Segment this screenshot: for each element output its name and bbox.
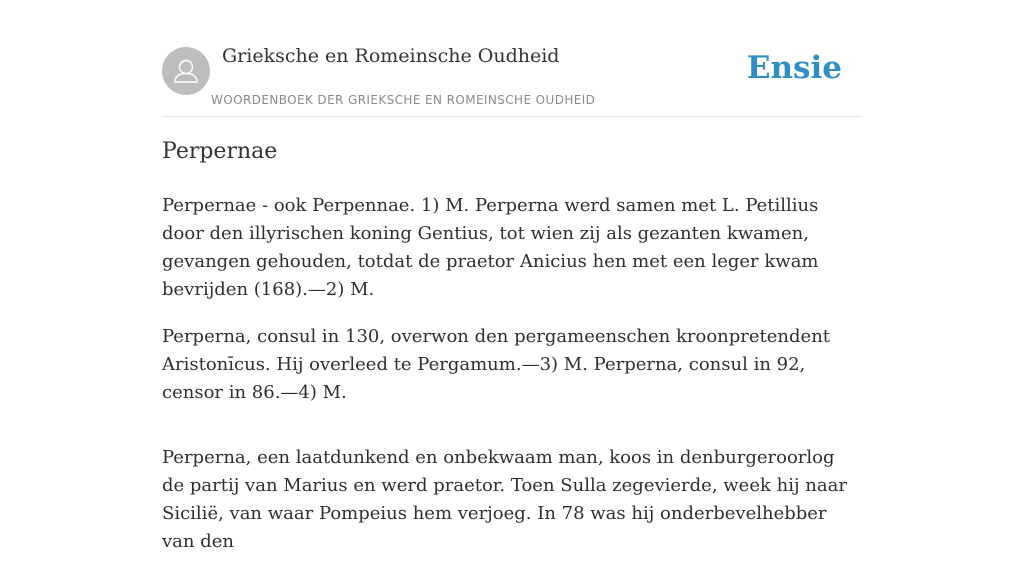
entry-body (162, 192, 862, 575)
ensie-logo[interactable]: Ensie (746, 50, 842, 86)
entry-paragraph: Perperna, consul in 130, overwon den pergameenschen kroonpretendent Aristonīcus. Hij overleed te Pergamum.—3) M. Perperna, consul in 92, censor in 86.—4) M. (162, 326, 831, 403)
page-container (162, 0, 862, 552)
source-avatar[interactable] (162, 47, 210, 95)
source-title-link[interactable]: Grieksche en Romeinsche Oudheid (222, 45, 560, 67)
entry-paragraph: Perpernae - ook Perpennae. 1) M. Perperna werd samen met L. Petillius door den illyrischen koning Gentius, tot wien zij als gezanten kwamen, gevangen gehouden, totdat de praetor Anicius hen met een leger kwam bevrijden (168).—2) M. (162, 195, 819, 300)
user-avatar-icon (162, 47, 210, 95)
source-subtitle: WOORDENBOEK DER GRIEKSCHE EN ROMEINSCHE OUDHEID (211, 93, 596, 107)
source-header (162, 0, 862, 117)
entry-paragraph: Perperna, een laatdunkend en onbekwaam man, koos in denburgeroorlog de partij van Marius en werd praetor. Toen Sulla zegevierde, week hij naar Sicilië, van waar Pompeius hem verjoeg. In 78 was hij onderbevelhebber van den (162, 447, 847, 552)
entry-title: Perpernae (162, 139, 278, 164)
